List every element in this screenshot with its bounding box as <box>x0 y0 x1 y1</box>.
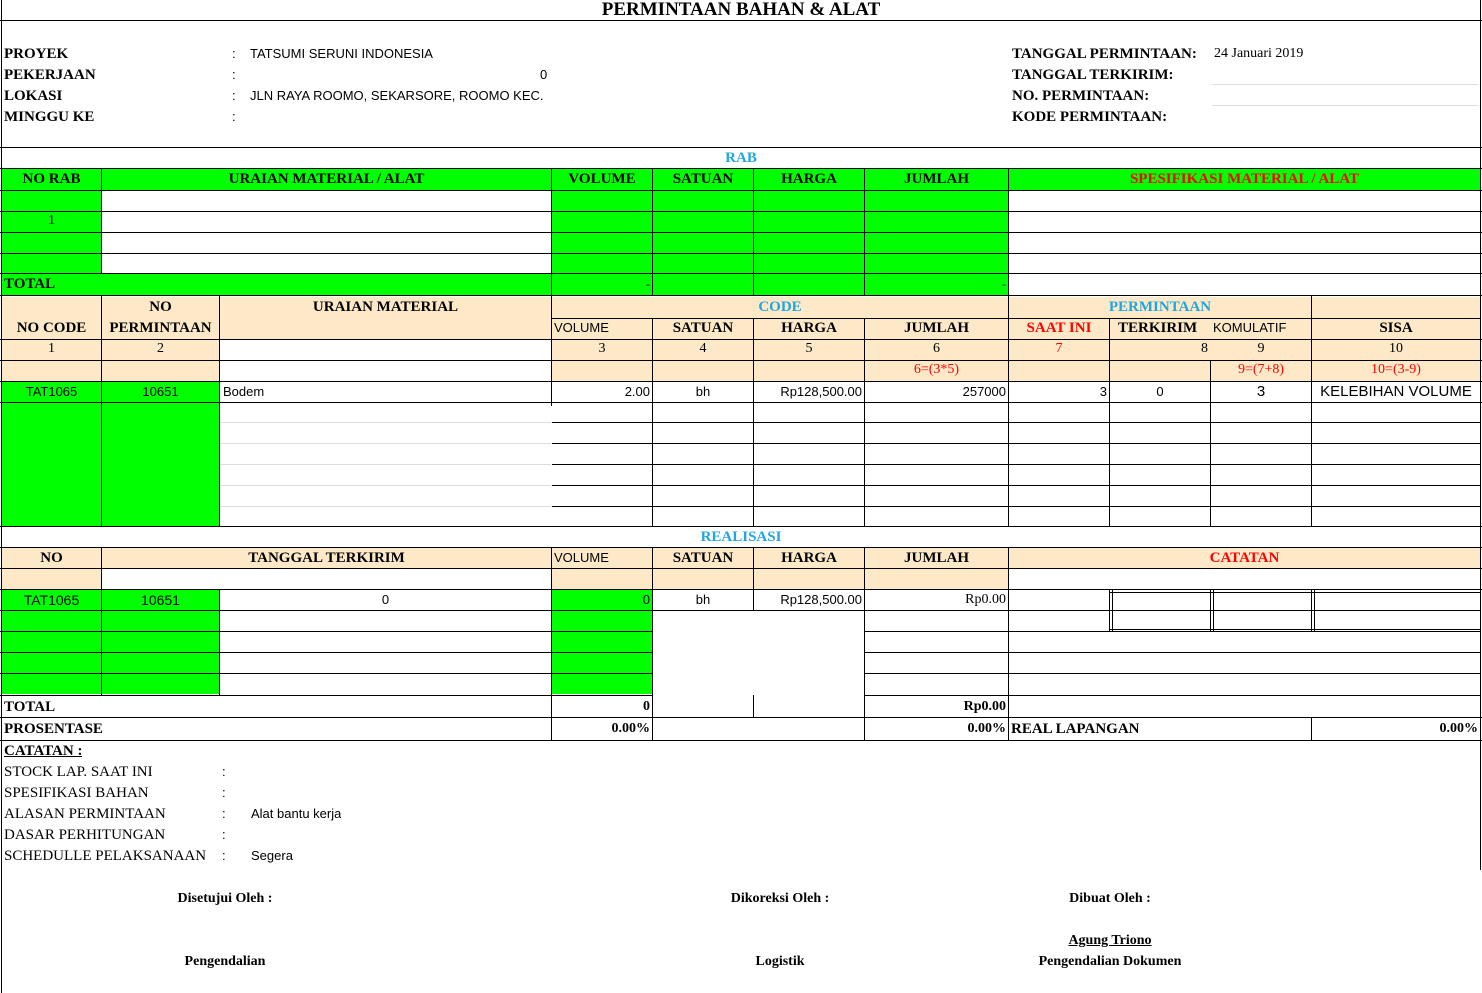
code-col-harga: HARGA <box>781 320 837 336</box>
realisasi-item-no: 10651 <box>141 592 180 608</box>
dibuat-label: Dibuat Oleh : <box>1069 891 1151 906</box>
rab-col-harga: HARGA <box>781 171 837 187</box>
spesifikasi-colon: : <box>222 785 226 800</box>
rab-total-jumlah: - <box>1002 277 1006 291</box>
lokasi-value: JLN RAYA ROOMO, SEKARSORE, ROOMO KEC. <box>250 88 544 103</box>
dasar-label: DASAR PERHITUNGAN <box>4 827 166 843</box>
real-lapangan-value: 0.00% <box>1439 721 1478 736</box>
realisasi-col-jumlah: JUMLAH <box>904 550 969 566</box>
stock-colon: : <box>222 764 226 779</box>
rab-col-spesifikasi: SPESIFIKASI MATERIAL / ALAT <box>1129 171 1360 187</box>
prosentase-jumlah: 0.00% <box>967 721 1006 736</box>
proyek-colon: : <box>232 46 236 61</box>
code-item-sisa: KELEBIHAN VOLUME <box>1320 383 1472 400</box>
stock-label: STOCK LAP. SAAT INI <box>4 764 153 780</box>
formula-sisa: 10=(3-9) <box>1371 362 1421 377</box>
document-title: PERMINTAAN BAHAN & ALAT <box>601 0 881 20</box>
rab-col-no-rab: NO RAB <box>22 171 81 187</box>
code-section-title: CODE <box>758 299 802 315</box>
code-item-komulatif: 3 <box>1256 383 1266 400</box>
code-item-volume: 2.00 <box>624 384 650 399</box>
dasar-colon: : <box>222 827 226 842</box>
real-lapangan-label: REAL LAPANGAN <box>1011 721 1140 737</box>
code-item-no-permintaan: 10651 <box>142 384 179 399</box>
idx-1: 1 <box>48 341 55 356</box>
permintaan-section-title: PERMINTAAN <box>1108 299 1212 315</box>
code-item-saat-ini: 3 <box>1099 384 1107 399</box>
code-item-satuan: bh <box>695 384 711 399</box>
minggu-label: MINGGU KE <box>4 109 95 125</box>
schedule-value: Segera <box>251 848 293 863</box>
schedule-label: SCHEDULLE PELAKSANAAN <box>4 848 207 864</box>
prosentase-label: PROSENTASE <box>4 721 103 737</box>
realisasi-item-volume: 0 <box>642 592 650 607</box>
rab-total-volume: - <box>646 277 650 291</box>
code-item-code: TAT1065 <box>25 384 78 399</box>
tanggal-permintaan-value: 24 Januari 2019 <box>1214 46 1304 61</box>
rab-section-title: RAB <box>725 150 757 166</box>
spesifikasi-label: SPESIFIKASI BAHAN <box>4 785 149 801</box>
code-item-jumlah: 257000 <box>962 384 1006 399</box>
idx-9: 9 <box>1257 341 1265 356</box>
rab-col-volume: VOLUME <box>568 171 636 187</box>
pekerjaan-value: 0 <box>540 67 548 82</box>
code-col-uraian: URAIAN MATERIAL <box>312 299 459 315</box>
realisasi-total-volume: 0 <box>643 699 650 714</box>
realisasi-col-satuan: SATUAN <box>672 550 734 566</box>
disetujui-role: Pengendalian <box>184 954 266 969</box>
realisasi-col-no: NO <box>40 550 63 566</box>
catatan-title: CATATAN : <box>4 743 83 759</box>
proyek-label: PROYEK <box>4 46 69 62</box>
idx-10: 10 <box>1389 341 1403 356</box>
code-col-jumlah: JUMLAH <box>904 320 969 336</box>
idx-5: 5 <box>805 341 813 356</box>
code-col-satuan: SATUAN <box>672 320 734 336</box>
tanggal-permintaan-label: TANGGAL PERMINTAAN: <box>1012 46 1197 62</box>
dibuat-name: Agung Triono <box>1068 933 1152 948</box>
idx-8: 8 <box>1201 341 1208 356</box>
code-item-uraian: Bodem <box>223 384 265 399</box>
minggu-colon: : <box>232 109 236 124</box>
lokasi-label: LOKASI <box>4 88 63 104</box>
dibuat-role: Pengendalian Dokumen <box>1038 954 1182 969</box>
dikoreksi-role: Logistik <box>755 954 805 969</box>
realisasi-section-title: REALISASI <box>700 529 782 545</box>
realisasi-item-jumlah: Rp0.00 <box>965 592 1006 607</box>
kode-permintaan-label: KODE PERMINTAAN: <box>1012 109 1168 125</box>
rab-row-no: 1 <box>48 213 55 228</box>
idx-3: 3 <box>598 341 606 356</box>
lokasi-colon: : <box>232 88 236 103</box>
code-col-saat-ini: SAAT INI <box>1026 320 1092 336</box>
alasan-label: ALASAN PERMINTAAN <box>4 806 166 822</box>
pekerjaan-label: PEKERJAAN <box>4 67 96 83</box>
alasan-value: Alat bantu kerja <box>251 806 342 821</box>
realisasi-item-harga: Rp128,500.00 <box>780 592 862 607</box>
formula-jumlah: 6=(3*5) <box>913 362 960 377</box>
rab-total-label: TOTAL <box>4 276 56 292</box>
no-permintaan-label: NO. PERMINTAAN: <box>1012 88 1150 104</box>
idx-2: 2 <box>157 341 164 356</box>
tanggal-terkirim-label: TANGGAL TERKIRIM: <box>1012 67 1174 83</box>
realisasi-item-satuan: bh <box>695 592 711 607</box>
realisasi-item-code: TAT1065 <box>23 592 80 608</box>
code-col-volume: VOLUME <box>554 320 609 335</box>
code-item-terkirim: 0 <box>1156 384 1164 399</box>
rab-col-jumlah: JUMLAH <box>904 171 969 187</box>
rab-col-satuan: SATUAN <box>672 171 734 187</box>
realisasi-total-label: TOTAL <box>4 699 56 715</box>
dikoreksi-label: Dikoreksi Oleh : <box>730 891 830 906</box>
realisasi-col-harga: HARGA <box>781 550 837 566</box>
realisasi-col-catatan: CATATAN <box>1209 550 1280 566</box>
code-col-terkirim: TERKIRIM <box>1118 320 1198 336</box>
idx-6: 6 <box>933 341 940 356</box>
code-col-no-permintaan-2: PERMINTAAN <box>109 320 212 336</box>
alasan-colon: : <box>222 806 226 821</box>
prosentase-volume: 0.00% <box>611 721 650 736</box>
rab-col-uraian: URAIAN MATERIAL / ALAT <box>228 171 425 187</box>
disetujui-label: Disetujui Oleh : <box>177 891 273 906</box>
realisasi-col-tanggal: TANGGAL TERKIRIM <box>248 550 405 566</box>
code-col-no-permintaan-1: NO <box>149 299 172 315</box>
realisasi-total-jumlah: Rp0.00 <box>963 699 1006 714</box>
code-col-komulatif: KOMULATIF <box>1213 320 1287 335</box>
code-item-harga: Rp128,500.00 <box>780 384 862 399</box>
idx-4: 4 <box>699 341 707 356</box>
proyek-value: TATSUMI SERUNI INDONESIA <box>250 46 433 61</box>
realisasi-item-tanggal: 0 <box>381 592 390 607</box>
code-col-sisa: SISA <box>1379 320 1413 336</box>
code-col-no-code: NO CODE <box>16 320 87 336</box>
pekerjaan-colon: : <box>232 67 236 82</box>
idx-7: 7 <box>1055 341 1063 356</box>
schedule-colon: : <box>222 848 226 863</box>
realisasi-col-volume: VOLUME <box>554 550 609 565</box>
formula-komulatif: 9=(7+8) <box>1237 362 1285 377</box>
